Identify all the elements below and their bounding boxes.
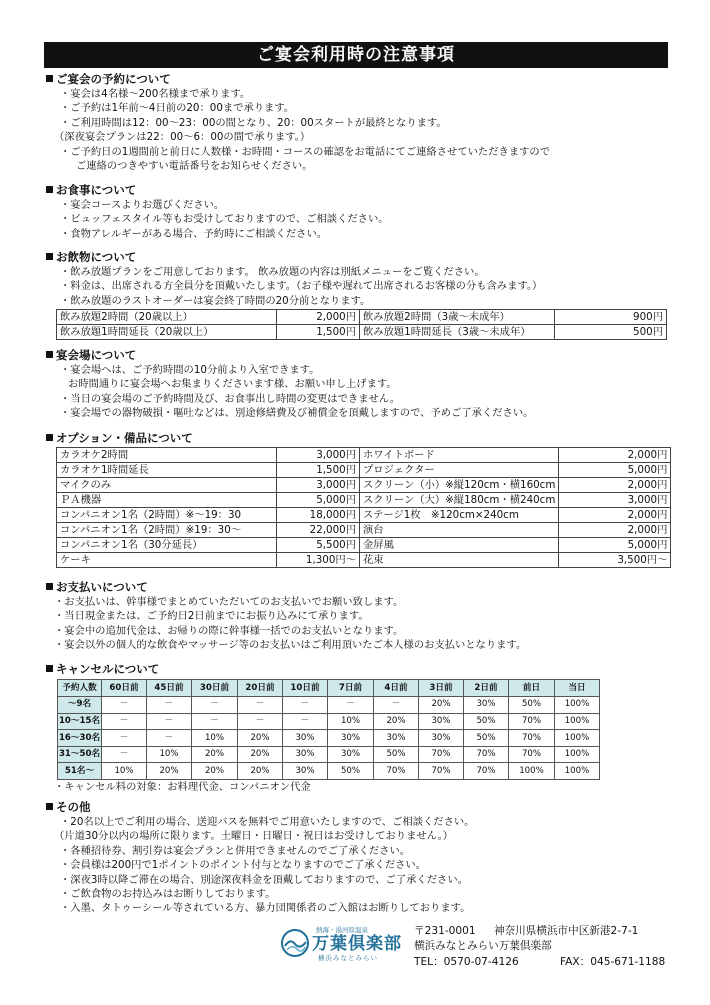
text-line: ・宴会場での器物破損・嘔吐などは、別途修繕費及び補償金を頂戴しますので、予めご了承ください。 bbox=[60, 407, 534, 420]
table-row bbox=[57, 478, 671, 493]
table-cell: 50% bbox=[464, 713, 509, 730]
address: 神奈川県横浜市中区新港2-7-1 bbox=[494, 925, 639, 937]
table-cell: － bbox=[238, 713, 283, 730]
header-cell: 30日前 bbox=[192, 680, 238, 697]
price-cell: 22,000円 bbox=[277, 523, 360, 538]
table-cell: 100% bbox=[509, 763, 555, 780]
section-venue bbox=[46, 348, 666, 421]
table-row bbox=[58, 763, 600, 780]
price-cell: 500円 bbox=[555, 325, 667, 340]
table-cell: 20% bbox=[192, 746, 238, 763]
text-line: ・宴会中の追加代金は、お帰りの際に幹事様一括でのお支払いとなります。 bbox=[54, 624, 404, 637]
item-cell: プロジェクター bbox=[360, 463, 559, 478]
text-line: ・宴会は4名様～200名様まで承ります。 bbox=[60, 88, 251, 100]
table-cell: 30% bbox=[328, 730, 374, 747]
table-cell: 20% bbox=[147, 763, 192, 780]
section-heading bbox=[46, 580, 666, 595]
price-cell: 2,000円 bbox=[559, 448, 671, 463]
table-cell: 70% bbox=[509, 713, 555, 730]
heading-text: オプション・備品について bbox=[56, 431, 193, 445]
square-bullet-icon bbox=[46, 434, 53, 441]
table-row bbox=[57, 538, 671, 553]
text-line: ・会員様は200円で1ポイントのポイント付与となりますのでご了承ください。 bbox=[60, 859, 427, 872]
table-cell: － bbox=[374, 697, 419, 714]
section-options bbox=[46, 431, 666, 446]
item-cell: 演台 bbox=[360, 523, 559, 538]
heading-text: お支払いについて bbox=[56, 580, 148, 594]
table-cell: 50% bbox=[328, 763, 374, 780]
header-cell: 45日前 bbox=[147, 680, 192, 697]
square-bullet-icon bbox=[46, 803, 53, 810]
item-cell: コンパニオン1名（30分延長） bbox=[57, 538, 277, 553]
text-line: ・宴会コースよりお選びください。 bbox=[60, 199, 225, 211]
section-heading bbox=[46, 800, 666, 815]
section-heading bbox=[46, 348, 666, 363]
header-cell: 10日前 bbox=[283, 680, 328, 697]
heading-text: お飲物について bbox=[56, 250, 137, 264]
price-cell: 18,000円 bbox=[277, 508, 360, 523]
table-cell: 10% bbox=[102, 763, 147, 780]
table-cell: 30% bbox=[419, 730, 464, 747]
wave-logo-icon bbox=[280, 928, 310, 958]
price-cell: 900円 bbox=[555, 310, 667, 325]
table-cell: 20% bbox=[238, 763, 283, 780]
item-cell: 飲み放題2時間（20歳以上） bbox=[57, 310, 277, 325]
table-cell: － bbox=[102, 746, 147, 763]
item-cell: スクリーン（小）※縦120cm・横160cm bbox=[360, 478, 559, 493]
section-drinks bbox=[46, 250, 666, 308]
heading-text: 宴会場について bbox=[56, 348, 137, 362]
header-cell: 7日前 bbox=[328, 680, 374, 697]
table-row bbox=[58, 697, 600, 714]
table-row bbox=[58, 713, 600, 730]
text-line: ・宴会場へは、ご予約時間の10分前より入室できます。 bbox=[60, 364, 320, 376]
price-cell: 5,000円 bbox=[559, 538, 671, 553]
table-cell: － bbox=[102, 713, 147, 730]
item-cell: カラオケ2時間 bbox=[57, 448, 277, 463]
square-bullet-icon bbox=[46, 186, 53, 193]
table-cell: － bbox=[283, 713, 328, 730]
heading-text: キャンセルについて bbox=[56, 662, 160, 676]
header-cell: 2日前 bbox=[464, 680, 509, 697]
table-cell: 70% bbox=[374, 763, 419, 780]
price-cell: 3,000円 bbox=[559, 493, 671, 508]
options-price-table bbox=[56, 447, 671, 568]
text-line: ・当日現金または、ご予約日2日前までにお振り込みにて承ります。 bbox=[54, 610, 369, 623]
item-cell: コンパニオン1名（2時間）※～19：30 bbox=[57, 508, 277, 523]
table-cell: 70% bbox=[419, 746, 464, 763]
footer bbox=[0, 922, 710, 982]
price-cell: 3,500円～ bbox=[559, 553, 671, 568]
section-cancel bbox=[46, 662, 666, 677]
text-line: お時間通りに宴会場へお集まりくださいます様、お願い申し上げます。 bbox=[68, 378, 397, 391]
table-row bbox=[57, 523, 671, 538]
text-line: ご連絡のつきやすい電話番号をお知らせください。 bbox=[76, 159, 313, 172]
item-cell: ケーキ bbox=[57, 553, 277, 568]
table-cell: 100% bbox=[555, 697, 600, 714]
item-cell: スクリーン（大）※縦180cm・横240cm bbox=[360, 493, 559, 508]
price-cell: 2,000円 bbox=[559, 478, 671, 493]
text-line: ・20名以上でご利用の場合、送迎バスを無料でご用意いたしますので、ご相談ください。 bbox=[60, 816, 475, 828]
table-row bbox=[57, 553, 671, 568]
section-heading bbox=[46, 250, 666, 265]
table-cell: 30% bbox=[283, 730, 328, 747]
table-cell: 30% bbox=[374, 730, 419, 747]
heading-text: ご宴会の予約について bbox=[56, 72, 171, 86]
cancel-note: ・キャンセル料の対象：お料理代金、コンパニオン代金 bbox=[54, 781, 311, 793]
table-cell: － bbox=[147, 713, 192, 730]
section-heading bbox=[46, 662, 666, 677]
table-cell: 70% bbox=[419, 763, 464, 780]
table-row bbox=[57, 448, 671, 463]
square-bullet-icon bbox=[46, 583, 53, 590]
cancel-note-block bbox=[46, 780, 666, 794]
phone-number: TEL：0570-07-4126 bbox=[414, 956, 519, 968]
table-cell: 50% bbox=[374, 746, 419, 763]
table-cell: 20% bbox=[192, 763, 238, 780]
table-cell: 20% bbox=[374, 713, 419, 730]
table-cell: － bbox=[283, 697, 328, 714]
table-cell: － bbox=[147, 730, 192, 747]
price-cell: 5,000円 bbox=[559, 463, 671, 478]
table-cell: － bbox=[192, 697, 238, 714]
table-cell: 20% bbox=[238, 730, 283, 747]
text-line: ・ご飲食物のお持込みはお断りしております。 bbox=[60, 887, 276, 900]
text-line: ・食物アレルギーがある場合、予約時にご相談ください。 bbox=[60, 227, 328, 240]
header-cell: 予約人数 bbox=[58, 680, 102, 697]
table-cell: 10% bbox=[328, 713, 374, 730]
table-cell: 70% bbox=[464, 763, 509, 780]
item-cell: ＰＡ機器 bbox=[57, 493, 277, 508]
table-row bbox=[57, 325, 667, 340]
section-heading bbox=[46, 431, 666, 446]
item-cell: 飲み放題1時間延長（20歳以上） bbox=[57, 325, 277, 340]
header-cell: 3日前 bbox=[419, 680, 464, 697]
square-bullet-icon bbox=[46, 351, 53, 358]
price-cell: 1,500円 bbox=[277, 463, 360, 478]
table-cell: － bbox=[238, 697, 283, 714]
row-header-cell: 10～15名 bbox=[58, 713, 102, 730]
table-header-row bbox=[58, 680, 600, 697]
text-line: （深夜宴会プランは22：00～6：00の間で承ります。） bbox=[54, 131, 311, 144]
price-cell: 2,000円 bbox=[277, 310, 360, 325]
text-line: ・ご予約日の1週間前と前日に人数様・お時間・コースの確認をお電話にてご連絡させていただきますので bbox=[60, 145, 550, 158]
facility-name: 横浜みなとみらい万葉倶楽部 bbox=[414, 940, 552, 952]
row-header-cell: 31～50名 bbox=[58, 746, 102, 763]
table-cell: － bbox=[328, 697, 374, 714]
table-cell: 30% bbox=[283, 763, 328, 780]
logo-tagline: 熱海・湯河原温泉 bbox=[316, 926, 368, 934]
table-cell: 70% bbox=[509, 730, 555, 747]
section-other bbox=[46, 800, 666, 916]
table-cell: 50% bbox=[464, 730, 509, 747]
table-cell: 30% bbox=[464, 697, 509, 714]
text-line: ・深夜3時以降ご滞在の場合、別途深夜料金を頂戴しておりますので、ご了承ください。 bbox=[60, 873, 468, 886]
fax-number: FAX：045-671-1188 bbox=[560, 956, 666, 968]
heading-text: お食事について bbox=[56, 183, 137, 197]
cancel-fee-table bbox=[57, 679, 600, 780]
text-line: ・各種招待券、割引券は宴会プランと併用できませんのでご了承ください。 bbox=[60, 844, 411, 857]
table-cell: 50% bbox=[509, 697, 555, 714]
table-cell: 10% bbox=[147, 746, 192, 763]
item-cell: コンパニオン1名（2時間）※19：30～ bbox=[57, 523, 277, 538]
table-cell: － bbox=[192, 713, 238, 730]
price-cell: 3,000円 bbox=[277, 478, 360, 493]
header-cell: 前日 bbox=[509, 680, 555, 697]
text-line: ・料金は、出席される方全員分を頂戴いたします。（お子様や遅れて出席されるお客様の分も含みます。） bbox=[60, 280, 543, 293]
drinks-price-table bbox=[56, 309, 667, 340]
table-cell: － bbox=[102, 697, 147, 714]
price-cell: 1,300円～ bbox=[277, 553, 360, 568]
table-row bbox=[58, 730, 600, 747]
header-cell: 当日 bbox=[555, 680, 600, 697]
item-cell: 花束 bbox=[360, 553, 559, 568]
price-cell: 3,000円 bbox=[277, 448, 360, 463]
table-row bbox=[57, 493, 671, 508]
row-header-cell: 51名～ bbox=[58, 763, 102, 780]
table-cell: 100% bbox=[555, 713, 600, 730]
section-heading bbox=[46, 183, 666, 198]
price-cell: 2,000円 bbox=[559, 508, 671, 523]
header-cell: 4日前 bbox=[374, 680, 419, 697]
price-cell: 2,000円 bbox=[559, 523, 671, 538]
table-cell: 100% bbox=[555, 763, 600, 780]
text-line: ・お支払いは、幹事様でまとめていただいてのお支払いでお願い致します。 bbox=[54, 596, 404, 608]
header-cell: 60日前 bbox=[102, 680, 147, 697]
section-meal bbox=[46, 183, 666, 241]
item-cell: ステージ1枚 ※120cm×240cm bbox=[360, 508, 559, 523]
price-cell: 1,500円 bbox=[277, 325, 360, 340]
table-cell: 100% bbox=[555, 746, 600, 763]
square-bullet-icon bbox=[46, 253, 53, 260]
item-cell: マイクのみ bbox=[57, 478, 277, 493]
table-cell: 70% bbox=[509, 746, 555, 763]
table-row bbox=[57, 310, 667, 325]
logo-name: 万葉倶楽部 bbox=[312, 934, 402, 954]
item-cell: 飲み放題2時間（3歳～未成年） bbox=[360, 310, 555, 325]
price-cell: 5,000円 bbox=[277, 493, 360, 508]
section-payment bbox=[46, 580, 666, 653]
table-row bbox=[57, 508, 671, 523]
square-bullet-icon bbox=[46, 75, 53, 82]
item-cell: カラオケ1時間延長 bbox=[57, 463, 277, 478]
section-reservation bbox=[46, 72, 666, 173]
table-cell: 20% bbox=[238, 746, 283, 763]
text-line: ・ご利用時間は12：00～23：00の間となり、20：00スタートが最終となります。 bbox=[60, 116, 447, 129]
heading-text: その他 bbox=[56, 800, 91, 814]
header-cell: 20日前 bbox=[238, 680, 283, 697]
table-cell: － bbox=[102, 730, 147, 747]
text-line: ・宴会以外の個人的な飲食やマッサージ等のお支払いはご利用頂いたご本人様のお支払いとなります。 bbox=[54, 639, 527, 652]
item-cell: 飲み放題1時間延長（3歳～未成年） bbox=[360, 325, 555, 340]
table-cell: 70% bbox=[464, 746, 509, 763]
text-line: ・ご予約は1年前～4日前の20：00まで承ります。 bbox=[60, 102, 295, 115]
text-line: ・入墨、タトゥーシール等されている方、暴力団関係者のご入館はお断りしております。 bbox=[60, 902, 471, 915]
table-cell: 10% bbox=[192, 730, 238, 747]
text-line: ・飲み放題のラストオーダーは宴会終了時間の20分前となります。 bbox=[60, 294, 371, 307]
price-cell: 5,500円 bbox=[277, 538, 360, 553]
table-cell: 30% bbox=[328, 746, 374, 763]
page-title: ご宴会利用時の注意事項 bbox=[44, 42, 668, 68]
text-line: ・飲み放題プランをご用意しております。 飲み放題の内容は別紙メニューをご覧ください。 bbox=[60, 266, 485, 278]
section-heading bbox=[46, 72, 666, 87]
text-line: ・当日の宴会場のご予約時間及び、お食事出し時間の変更はできません。 bbox=[60, 392, 401, 405]
logo-subtitle: 横浜みなとみらい bbox=[318, 954, 378, 962]
table-row bbox=[57, 463, 671, 478]
table-cell: 30% bbox=[419, 713, 464, 730]
table-cell: 20% bbox=[419, 697, 464, 714]
row-header-cell: ～9名 bbox=[58, 697, 102, 714]
postal-code: 〒231-0001 bbox=[414, 925, 476, 937]
table-cell: 100% bbox=[555, 730, 600, 747]
text-line: ・ビュッフェスタイル等もお受けしておりますので、ご相談ください。 bbox=[60, 213, 389, 226]
table-cell: 30% bbox=[283, 746, 328, 763]
item-cell: ホワイトボード bbox=[360, 448, 559, 463]
item-cell: 金屏風 bbox=[360, 538, 559, 553]
row-header-cell: 16～30名 bbox=[58, 730, 102, 747]
table-cell: － bbox=[147, 697, 192, 714]
table-row bbox=[58, 746, 600, 763]
text-line: （片道30分以内の場所に限ります。土曜日・日曜日・祝日はお受けしておりません。） bbox=[54, 830, 454, 843]
square-bullet-icon bbox=[46, 665, 53, 672]
